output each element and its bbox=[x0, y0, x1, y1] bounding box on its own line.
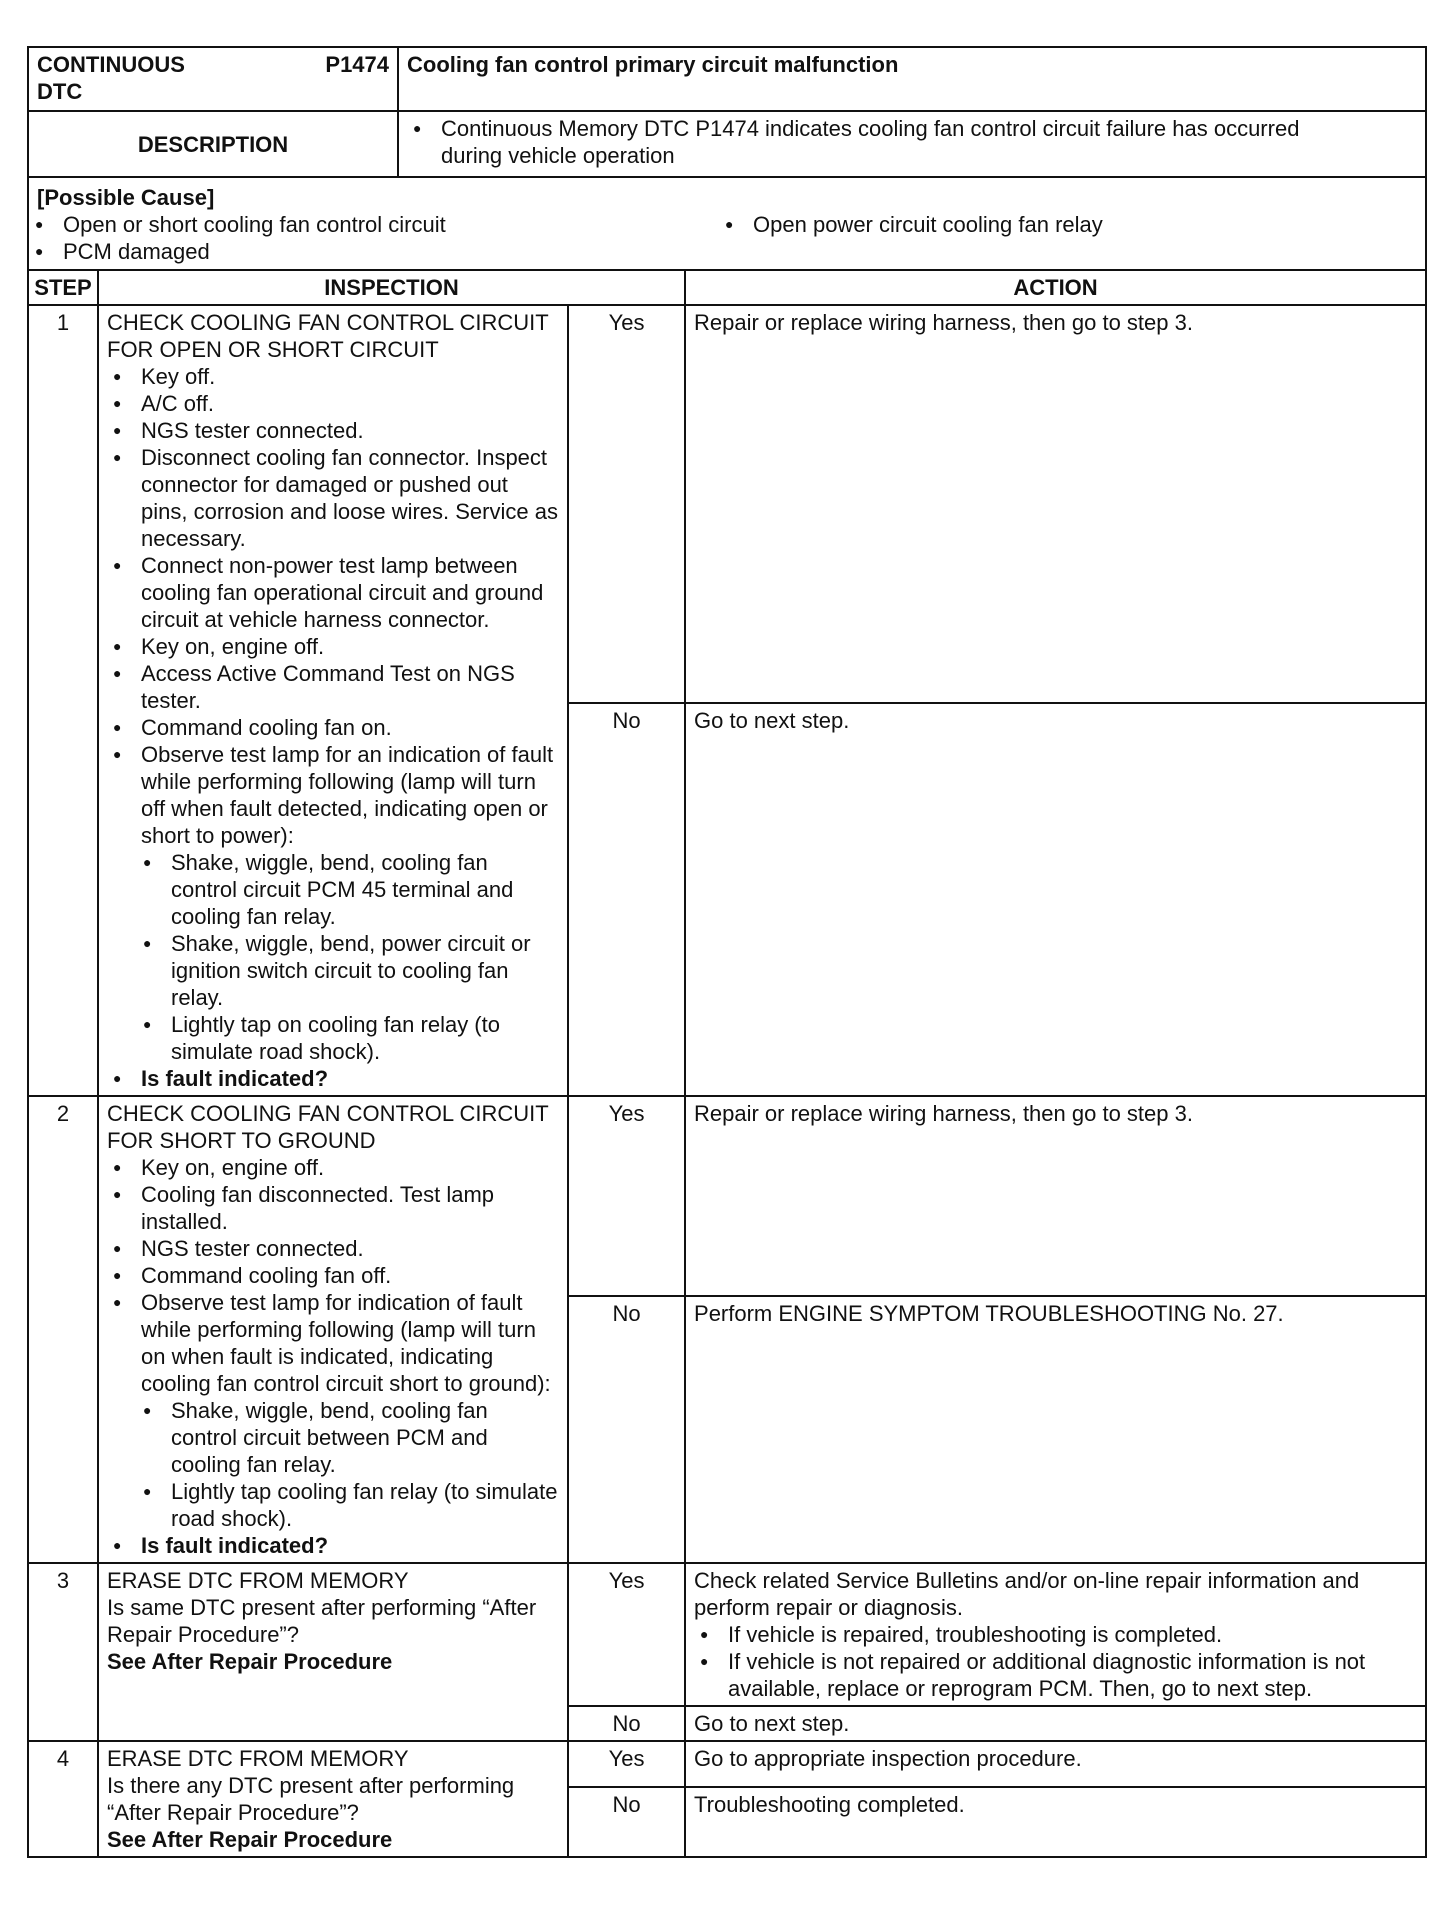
step-column-header: STEP bbox=[28, 270, 98, 305]
step-title: FOR SHORT TO GROUND bbox=[107, 1128, 376, 1153]
step-inspection bbox=[98, 1741, 568, 1857]
no-action: Troubleshooting completed. bbox=[685, 1787, 1426, 1857]
cause-item: ● Open power circuit cooling fan relay bbox=[753, 211, 1417, 238]
inspection-item: ● Cooling fan disconnected. Test lamp installed. bbox=[141, 1181, 559, 1235]
yes-action: Repair or replace wiring harness, then go to step 3. bbox=[685, 1096, 1426, 1296]
inspection-item: ● Command cooling fan off. bbox=[141, 1262, 559, 1289]
sub-item: ● Lightly tap cooling fan relay (to simulate road shock). bbox=[171, 1478, 559, 1532]
step-title: CHECK COOLING FAN CONTROL CIRCUIT bbox=[107, 310, 549, 335]
step-row bbox=[28, 1096, 1426, 1296]
inspection-item: ● Key on, engine off. bbox=[141, 1154, 559, 1181]
action-item: ● If vehicle is repaired, troubleshooting is completed. bbox=[728, 1621, 1417, 1648]
step-number: 3 bbox=[28, 1563, 98, 1741]
step-question: Is there any DTC present after performing “After Repair Procedure”? bbox=[107, 1773, 515, 1825]
no-label: No bbox=[568, 1787, 685, 1857]
inspection-item: ● Key on, engine off. bbox=[141, 633, 559, 660]
description-line-1: Continuous Memory DTC P1474 indicates cooling fan control circuit failure has occurred bbox=[441, 116, 1300, 141]
inspection-question: ● Is fault indicated? bbox=[141, 1532, 559, 1559]
see-reference: See After Repair Procedure bbox=[107, 1649, 393, 1674]
sub-item: ● Shake, wiggle, bend, cooling fan control circuit PCM 45 terminal and cooling fan relay. bbox=[171, 849, 559, 930]
description-label: DESCRIPTION bbox=[28, 111, 398, 177]
step-title: FOR OPEN OR SHORT CIRCUIT bbox=[107, 337, 439, 362]
dtc-label-2: DTC bbox=[37, 79, 83, 104]
sub-item: ● Lightly tap on cooling fan relay (to simulate road shock). bbox=[171, 1011, 559, 1065]
dtc-title: Cooling fan control primary circuit malfunction bbox=[398, 47, 1426, 111]
description-row bbox=[28, 111, 1426, 177]
no-label: No bbox=[568, 703, 685, 1096]
step-question: Is same DTC present after performing “After Repair Procedure”? bbox=[107, 1595, 537, 1647]
cause-item: ● PCM damaged bbox=[63, 238, 727, 265]
yes-action: Repair or replace wiring harness, then go to step 3. bbox=[685, 305, 1426, 703]
action-item: ● If vehicle is not repaired or additional diagnostic information is not available, replace or reprogram PCM. Then, go to next step. bbox=[728, 1648, 1417, 1702]
yes-label: Yes bbox=[568, 1563, 685, 1706]
inspection-item: ● Connect non-power test lamp between cooling fan operational circuit and ground circuit at vehicle harness connector. bbox=[141, 552, 559, 633]
possible-cause-row bbox=[28, 177, 1426, 270]
yes-action bbox=[685, 1563, 1426, 1706]
step-number: 2 bbox=[28, 1096, 98, 1563]
dtc-header-row bbox=[28, 47, 1426, 111]
description-line-2: during vehicle operation bbox=[441, 143, 675, 168]
inspection-question: ● Is fault indicated? bbox=[141, 1065, 559, 1092]
yes-label: Yes bbox=[568, 1096, 685, 1296]
sub-item: ● Shake, wiggle, bend, power circuit or ignition switch circuit to cooling fan relay. bbox=[171, 930, 559, 1011]
yes-label: Yes bbox=[568, 1741, 685, 1787]
troubleshooting-table bbox=[27, 46, 1427, 1858]
step-row bbox=[28, 1741, 1426, 1787]
no-action: Perform ENGINE SYMPTOM TROUBLESHOOTING No. 27. bbox=[685, 1296, 1426, 1563]
step-title: ERASE DTC FROM MEMORY bbox=[107, 1746, 409, 1771]
yes-action: Go to appropriate inspection procedure. bbox=[685, 1741, 1426, 1787]
inspection-item: ● A/C off. bbox=[141, 390, 559, 417]
no-action: Go to next step. bbox=[685, 703, 1426, 1096]
inspection-item: ● NGS tester connected. bbox=[141, 1235, 559, 1262]
inspection-item: ● Key off. bbox=[141, 363, 559, 390]
step-title: ERASE DTC FROM MEMORY bbox=[107, 1568, 409, 1593]
step-title: CHECK COOLING FAN CONTROL CIRCUIT bbox=[107, 1101, 549, 1126]
step-inspection bbox=[98, 1096, 568, 1563]
dtc-sheet bbox=[27, 46, 1425, 1858]
inspection-item: ● Access Active Command Test on NGS tester. bbox=[141, 660, 559, 714]
step-row bbox=[28, 305, 1426, 703]
inspection-item-text: Observe test lamp for indication of fault while performing following (lamp will turn on when fault is indicated, indicating cooling fan control circuit short to ground): bbox=[141, 1290, 551, 1396]
yes-label: Yes bbox=[568, 305, 685, 703]
step-inspection bbox=[98, 1563, 568, 1741]
inspection-item bbox=[141, 741, 559, 1065]
column-header-row bbox=[28, 270, 1426, 305]
inspection-item: ● Disconnect cooling fan connector. Inspect connector for damaged or pushed out pins, corrosion and loose wires. Service as necessary. bbox=[141, 444, 559, 552]
no-action: Go to next step. bbox=[685, 1706, 1426, 1741]
step-number: 4 bbox=[28, 1741, 98, 1857]
no-label: No bbox=[568, 1706, 685, 1741]
see-reference: See After Repair Procedure bbox=[107, 1827, 393, 1852]
inspection-item-text: Observe test lamp for an indication of fault while performing following (lamp will turn off when fault detected, indicating open or short to power): bbox=[141, 742, 554, 848]
inspection-item: ● Command cooling fan on. bbox=[141, 714, 559, 741]
inspection-column-header: INSPECTION bbox=[98, 270, 685, 305]
yes-action-text: Check related Service Bulletins and/or on-line repair information and perform repair or diagnosis. bbox=[694, 1568, 1360, 1620]
sub-item: ● Shake, wiggle, bend, cooling fan control circuit between PCM and cooling fan relay. bbox=[171, 1397, 559, 1478]
dtc-label: CONTINUOUS bbox=[37, 52, 185, 77]
no-label: No bbox=[568, 1296, 685, 1563]
possible-cause-cell bbox=[28, 177, 1426, 270]
step-row bbox=[28, 1563, 1426, 1706]
inspection-item: ● NGS tester connected. bbox=[141, 417, 559, 444]
cause-item: ● Open or short cooling fan control circuit bbox=[63, 211, 727, 238]
dtc-label-cell bbox=[28, 47, 398, 111]
inspection-item bbox=[141, 1289, 559, 1532]
description-text bbox=[398, 111, 1426, 177]
dtc-code: P1474 bbox=[325, 52, 390, 77]
possible-cause-heading: [Possible Cause] bbox=[37, 185, 215, 210]
action-column-header: ACTION bbox=[685, 270, 1426, 305]
step-inspection bbox=[98, 305, 568, 1096]
step-number: 1 bbox=[28, 305, 98, 1096]
